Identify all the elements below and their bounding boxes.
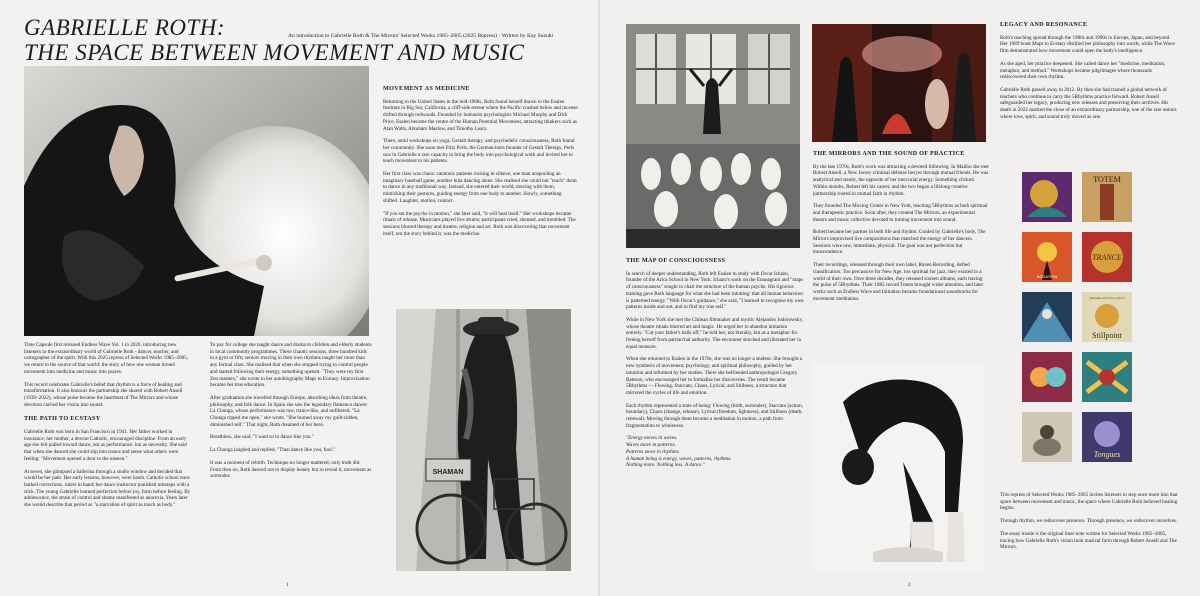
heading-legacy: LEGACY AND RESONANCE [1000, 21, 1088, 28]
mirrors-para-3: Robert became her partner in both life and rhythm. Guided by Gabrielle's body, The Mirrors improvised live compositions that matched the energy of her dancers. Sessions were raw, immediate, physical. The goal was not perfection but transcendence. [813, 229, 986, 256]
column-closing [1000, 492, 1178, 557]
path-para-2: At seven, she glimpsed a ballerina through a studio window and decided that would be her path. Her early lessons, however, were harsh. Catholic school nuns barked corrections, rulers in hand; her dance instructor punished missteps with a stick. The young Gabrielle learned perfection before joy, form before feeling. By adolescence, the strain of control and shame manifested as anorexia. Years later she would describe that period as "a starvation of spirit as much as body." [24, 468, 191, 509]
medicine-para-2: There, amid workshops on yoga, Gestalt therapy, and psychedelic consciousness, Roth found her community. She soon met Fritz Perls, the German-born founder of Gestalt Therapy. Perls saw in Gabrielle a rare capacity to bring the body into psychological work and invited her to teach movement to his patients. [383, 138, 575, 165]
legacy-para-1: Roth's teaching spread through the 1980s and 1990s to Europe, Japan, and beyond. Her 1989 book Maps to Ecstasy distilled her philosophy into words, while The Wave film demonstrated how movement could open the body's intelligence. [1000, 34, 1175, 55]
tongues-label: Tongues [1093, 450, 1121, 459]
map-para-4: Each rhythm represented a state of being: Flowing (birth, surrender), Staccato (action, boundary), Chaos (change, release), Lyrical (freedom, lightness), and Stillness (death, renewal). Moving through them became a meditation in motion, a path from fragmentation to wholeness. [626, 402, 804, 429]
poem-line-5: Nothing more. Nothing less. A dance." [626, 462, 705, 469]
col2-para-2: After graduation she travelled through Europe, absorbing ideas from theatre, philosophy, and folk dance. In Spain she saw the legendary flamenco dancer La Chunga, whose performance was raw, trance-like, and unfiltered. "La Chunga ripped me open," she wrote. "She burned away my guilt-ridden, diminished self." That night, Roth dreamed of her hero. [210, 394, 368, 428]
legacy-para-3: Gabrielle Roth passed away in 2012. By then she had trained a global network of teachers who continue to carry the 5Rhythms practice forward. Robert Ansell safeguarded her legacy, producing new releases and preserving their archives. His death in 2022 marked the close of an extraordinary partnership, one of the rare unions where love, spirit, and sound truly moved as one. [1000, 86, 1177, 120]
col2-para-4: La Chunga laughed and replied, "Then dance like you, fool." [210, 447, 336, 454]
photo-bicycle-shaman [396, 309, 571, 571]
column-intro [24, 342, 194, 515]
intro-para-2: This record celebrates Gabrielle's belief that rhythm is a force of healing and transformation. It also honours the partnership she shared with Robert Ansell (1939–2022), whose pulse became the heartbeat of The Mirrors and whose devotion carried her vision into sound. [24, 381, 183, 408]
closing-para-3: The essay inside is the original liner note written for Selected Works 1985–2005, tracing how Gabrielle Roth's vision took musical form through Robert Ansell and The Mirrors. [1000, 530, 1177, 551]
map-para-2: While in New York she met the Chilean filmmaker and mystic Alejandro Jodorowsky, whose theatre rituals blurred art and magic. He urged her to abandon imitation entirely. "Cut your father's balls off," he told her, not literally, but as a metaphor for freeing herself from patriarchal authority. The encounter shocked and liberated her in equal measure. [626, 316, 803, 350]
column-legacy [1000, 22, 1178, 126]
heading-path-to-ecstasy: THE PATH TO ECSTASY [24, 415, 101, 423]
poem-line-2: Waves move in patterns. [626, 442, 676, 449]
trance-label: TRANCE [1092, 253, 1122, 262]
poem [626, 435, 804, 469]
medicine-para-1: Returning to the United States in the mid-1960s, Roth found herself drawn to the Esalen Institute in Big Sur, California, a cliff-side retreat where the Pacific crashed below and incense drifted through redwoods. Founded by humanist psychologists Michael Murphy and Dick Price, Esalen became the centre of the Human Potential Movement, attracting thinkers such as Alan Watts, Abraham Maslow, and Timothy Leary. [383, 98, 578, 132]
credit-line: An introduction to Gabrielle Roth & The Mirrors' Selected Works 1985–2005 (2025 Repress) · Written by Kay Suzuki [288, 33, 554, 39]
page-number-2: 2 [908, 583, 911, 588]
album-cover-3 [1022, 292, 1072, 342]
medicine-para-3: Her first class was chaos: catatonic patients rocking in silence, one man unspooling an imaginary baseball game, another hula dancing alone. She realised she could not "teach" them to dance in any traditional way. Instead, she entered their world, moving with them, mimicking their gestures, guiding energy from one body to another. Slowly, something shifted. Laughter, motion, contact. [383, 171, 577, 204]
col2-para-1: To pay for college she taught dance and drama to children and elderly students in local community programmes. These chaotic sessions, three hundred kids in a gym or fifty seniors moving in their own rhythms taught her more than any formal class. She realised that when she stopped trying to control people and started following their energy, something opened. "They were my first Zen masters," she wrote in her autobiography Maps to Ecstasy. Improvisation became her true education. [210, 342, 372, 389]
column-mirrors [813, 151, 989, 308]
column-map [626, 258, 804, 475]
photo-class-circle [626, 24, 800, 248]
map-para-1: In search of deeper understanding, Roth left Esalen to study with Oscar Ichazo, founder of the Arica School in New York. Ichazo's work on the Enneagram and "maps of consciousness" sought to chart the structure of the human psyche. His rigorous training gave Roth language for what she had been intuiting: that all human behaviour is patterned energy. "With Oscar's guidance," she said, "I learned to recognise my own patterns inside and out, and to find my true self." [626, 270, 804, 311]
heading-movement-as-medicine: MOVEMENT AS MEDICINE [383, 85, 470, 92]
closing-para-2: Through rhythm, we rediscover presence. Through presence, we rediscover ourselves. [1000, 518, 1178, 525]
totem-label: TOTEM [1093, 175, 1121, 184]
col2-para-5: It was a moment of rebirth. Technique no longer mattered; only truth did. From then on, Roth danced not to display beauty but to reveal it, movement as surrender. [210, 459, 372, 480]
mirrors-para-1: By the late 1970s, Roth's work was attracting a devoted following. In Malibu she met Robert Ansell, a New Jersey criminal defense lawyer through mutual friends. He was analytical and steady, the opposite of her mercurial energy. Something clicked. Within months, Robert left his career, and the two began a lifelong creative partnership rooted in mutual faith in rhythm. [813, 163, 989, 197]
stillpoint-label: Stillpoint [1092, 331, 1122, 340]
initiation-label: INITIATION [1036, 274, 1058, 279]
heading-map-of-consciousness: THE MAP OF CONSCIOUSNESS [626, 257, 726, 264]
photo-dancer-bend [813, 362, 985, 572]
mirrors-para-4: Their recordings, released through their own label, Raven Recording, defied classification. Too percussive for New Age, too spiritual for jazz, they existed in a world of their own. Over three decades, they released sixteen albums, each tracing the pulse of 5Rhythms. Their 1985 record Totem brought wider attention, and later works such as Endless Wave and Initiation became foundational soundtracks for movement meditation. [813, 262, 984, 302]
path-para-1: Gabrielle Roth was born in San Francisco in 1941. Her father worked in insurance; her mother, a devout Catholic, encouraged discipline. From an early age she felt pulled toward dance, not as performance, but as necessity. She said that when she danced she could slip into trance and sense what others were feeling: "Movement opened a door to the unseen." [24, 429, 187, 462]
mirrors-para-2: They founded The Moving Center in New York, teaching 5Rhythms as both spiritual and therapeutic practice. Soon after, they created The Mirrors, an experimental theatre and music collective devoted to turning movement into sound. [813, 203, 988, 223]
page-right [600, 0, 1200, 596]
closing-para-1: This repress of Selected Works 1985–2005 invites listeners to step once more into that space between movement and music, the space where Gabrielle Roth believed healing begins. [1000, 492, 1178, 512]
column-2 [210, 342, 372, 486]
title-line-2: THE SPACE BETWEEN MOVEMENT AND MUSIC [24, 40, 525, 65]
album-cover-1 [1022, 172, 1072, 222]
poem-line-3: Patterns move in rhythms. [626, 448, 680, 455]
album-cover-6 [1082, 352, 1132, 402]
album-cover-5 [1022, 352, 1072, 402]
page-number-1: 1 [286, 583, 289, 588]
map-para-3: When she returned to Esalen in the 1970s, she was no longer a student. She brought a new synthesis of movement, psychology, and spiritual philosophy, guided by her intuition and informed by her studies. There she befriended anthropologist Gregory Bateson, who encouraged her to formalise her discoveries. The result became 5Rhythms — Flowing, Staccato, Chaos, Lyrical, and Stillness, a structure that mirrored the cycles of life and emotion. [626, 356, 802, 396]
album-cover-initiation [1022, 232, 1072, 282]
album-cover-tongues [1082, 412, 1132, 462]
album-cover-totem [1082, 172, 1132, 222]
medicine-para-4: "If you set the psyche in motion," she later said, "it will heal itself." Her workshops became rituals of release. Musicians played live drums; participants cried, shouted, and trembled. The sessions blurred therapy and theatre, religion and art. Roth was discovering that movement itself, not the story behind it, was the medicine. [383, 210, 576, 237]
heading-mirrors-sound: THE MIRRORS AND THE SOUND OF PRACTICE [813, 150, 965, 157]
poem-line-4: A human being is energy, waves, patterns, rhythms. [626, 455, 732, 462]
legacy-para-2: As she aged, her practice deepened. She called dance her "medicine, meditation, metaphor, and method." Workshops became pilgrimages where thousands rediscovered their own rhythm. [1000, 60, 1166, 81]
col2-para-3: Breathless, she said, "I want so to dance like you." [210, 434, 314, 441]
photo-stage-performance [812, 24, 986, 142]
intro-para-1: Time Capsule first reissued Endless Wave Vol. 1 in 2020, introducing new listeners to the extraordinary world of Gabrielle Roth - dancer, teacher, and cartographer of the spirit. With this 2025 repress of Selected Works 1985–2005, we return to the source of that world: the story of how one woman turned movement into medicine and music into prayer. [24, 342, 189, 375]
photo-drum-portrait [24, 66, 369, 336]
stillpoint-small-label: gabrielle roth & the mirrors [1089, 296, 1125, 300]
title-line-1: GABRIELLE ROTH: [24, 15, 226, 40]
shaman-sign-text: SHAMAN [432, 469, 464, 476]
column-medicine [383, 86, 578, 243]
poem-line-1: "Energy moves in waves. [626, 435, 678, 442]
album-cover-stillpoint [1082, 292, 1132, 342]
album-cover-7 [1022, 412, 1072, 462]
album-cover-trance [1082, 232, 1132, 282]
